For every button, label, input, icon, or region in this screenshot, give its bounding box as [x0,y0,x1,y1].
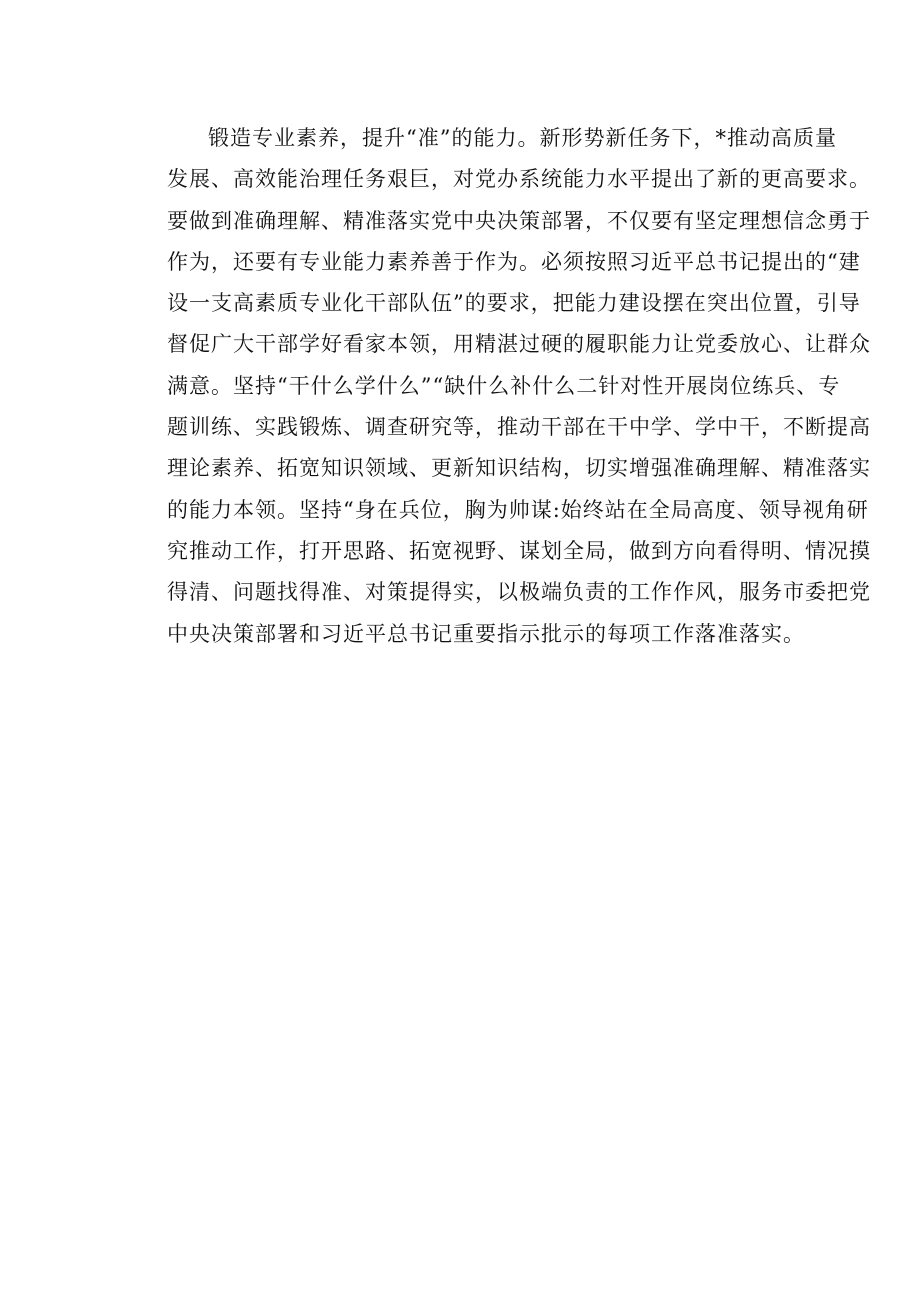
paragraph-line: 要做到准确理解、精准落实党中央决策部署，不仅要有坚定理想信念勇于 [167,208,871,233]
paragraph-line: 理论素养、拓宽知识领域、更新知识结构，切实增强准确理解、精准落实 [167,456,871,481]
paragraph-line: 得清、问题找得准、对策提得实，以极端负责的工作作风，服务市委把党 [167,580,871,605]
paragraph-line: 满意。坚持“干什么学什么”“缺什么补什么二针对性开展岗位练兵、专 [167,373,841,398]
paragraph-line: 的能力本领。坚持“身在兵位，胸为帅谋:始终站在全局高度、领导视角研 [167,497,869,522]
paragraph-line: 发展、高效能治理任务艰巨，对党办系统能力水平提出了新的更高要求。 [167,167,871,192]
body-paragraph [167,118,871,655]
paragraph-line: 作为，还要有专业能力素养善于作为。必须按照习近平总书记提出的“建 [167,249,861,274]
paragraph-line: 锻造专业素养，提升“准”的能力。新形势新任务下，*推动高质量 [208,126,837,150]
paragraph-line: 设一支高素质专业化干部队伍”的要求，把能力建设摆在突出位置，引导 [167,291,861,316]
paragraph-line: 督促广大干部学好看家本领，用精湛过硬的履职能力让党委放心、让群众 [167,332,871,357]
paragraph-line: 题训练、实践锻炼、调查研究等，推动干部在干中学、学中干，不断提高 [167,415,871,440]
paragraph-line: 究推动工作，打开思路、拓宽视野、谋划全局，做到方向看得明、情况摸 [167,538,871,563]
paragraph-line: 中央决策部署和习近平总书记重要指示批示的每项工作落准落实。 [167,621,805,646]
